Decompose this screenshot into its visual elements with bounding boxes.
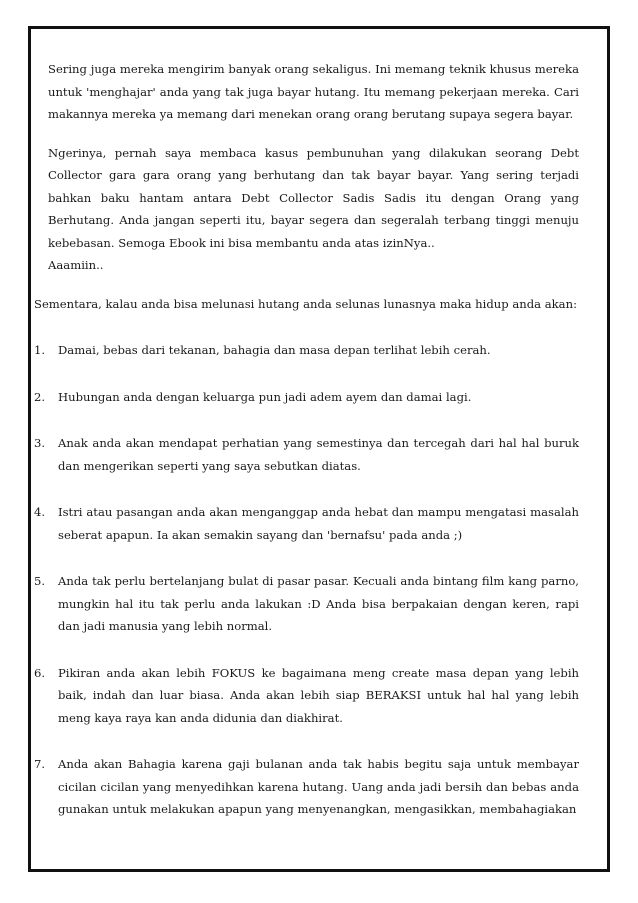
- list-text: Anak anda akan mendapat perhatian yang semestinya dan tercegah dari hal hal buruk dan mengerikan seperti yang saya sebutkan diatas.: [58, 436, 579, 473]
- intro-paragraph-1: Sering juga mereka mengirim banyak orang sekaligus. Ini memang teknik khusus mereka untuk 'menghajar' anda yang tak juga bayar hutang. Itu memang pekerjaan mereka. Cari makannya mereka ya memang dari menekan orang orang berutang supaya segera bayar.: [48, 62, 579, 121]
- list-text: Anda akan Bahagia karena gaji bulanan anda tak habis begitu saja untuk membayar cicilan cicilan yang menyedihkan karena hutang. Uang anda jadi bersih dan bebas anda gunakan untuk melakukan apapun yang menyenangkan, mengasikkan, membahagiakan: [58, 757, 579, 816]
- list-item: [34, 501, 579, 546]
- list-number: 1.: [34, 343, 46, 357]
- list-number: 5.: [34, 574, 46, 588]
- list-number: 2.: [34, 389, 46, 404]
- intro-section: [48, 58, 579, 277]
- list-text: Istri atau pasangan anda akan menganggap anda hebat dan mampu mengatasi masalah seberat apapun. Ia akan semakin sayang dan 'bernafsu' pada anda ;): [58, 505, 579, 542]
- list-text: Damai, bebas dari tekanan, bahagia dan masa depan terlihat lebih cerah.: [58, 343, 491, 357]
- list-text: Pikiran anda akan lebih FOKUS ke bagaimana meng create masa depan yang lebih baik, indah dan luar biasa. Anda akan lebih siap BERAKSI untuk hal hal yang lebih meng kaya raya kan anda didunia dan diakhirat.: [58, 665, 579, 725]
- lead-sentence: Sementara, kalau anda bisa melunasi hutang anda selunas lunasnya maka hidup anda akan:: [34, 296, 577, 311]
- list-number: 6.: [34, 665, 46, 680]
- list-text: Hubungan anda dengan keluarga pun jadi adem ayem dan damai lagi.: [58, 389, 472, 404]
- intro-paragraph-2: Ngerinya, pernah saya membaca kasus pembunuhan yang dilakukan seorang Debt Collector gara gara orang yang berhutang dan tak bayar bayar. Yang sering terjadi bahkan baku hantam antara Debt Collector Sadis Sadis itu dengan Orang yang Berhutang. Anda jangan seperti itu, bayar segera dan segeralah terbang tinggi menuju kebebasan. Semoga Ebook ini bisa membantu anda atas izinNya..: [48, 145, 579, 250]
- list-item: [34, 662, 579, 730]
- document-body: [34, 58, 579, 821]
- list-item: [34, 432, 579, 477]
- list-item: [34, 570, 579, 638]
- list-item: [34, 339, 579, 362]
- list-item: [34, 753, 579, 821]
- list-number: 3.: [34, 436, 46, 450]
- list-item: [34, 386, 579, 409]
- benefits-list: [34, 339, 579, 821]
- list-number: 7.: [34, 757, 46, 771]
- list-text: Anda tak perlu bertelanjang bulat di pasar pasar. Kecuali anda bintang film kang parno, mungkin hal itu tak perlu anda lakukan :D Anda bisa berpakaian dengan keren, rapi dan jadi manusia yang lebih normal.: [58, 574, 579, 633]
- intro-paragraph-3: Aaamiin..: [48, 258, 104, 272]
- list-number: 4.: [34, 505, 46, 519]
